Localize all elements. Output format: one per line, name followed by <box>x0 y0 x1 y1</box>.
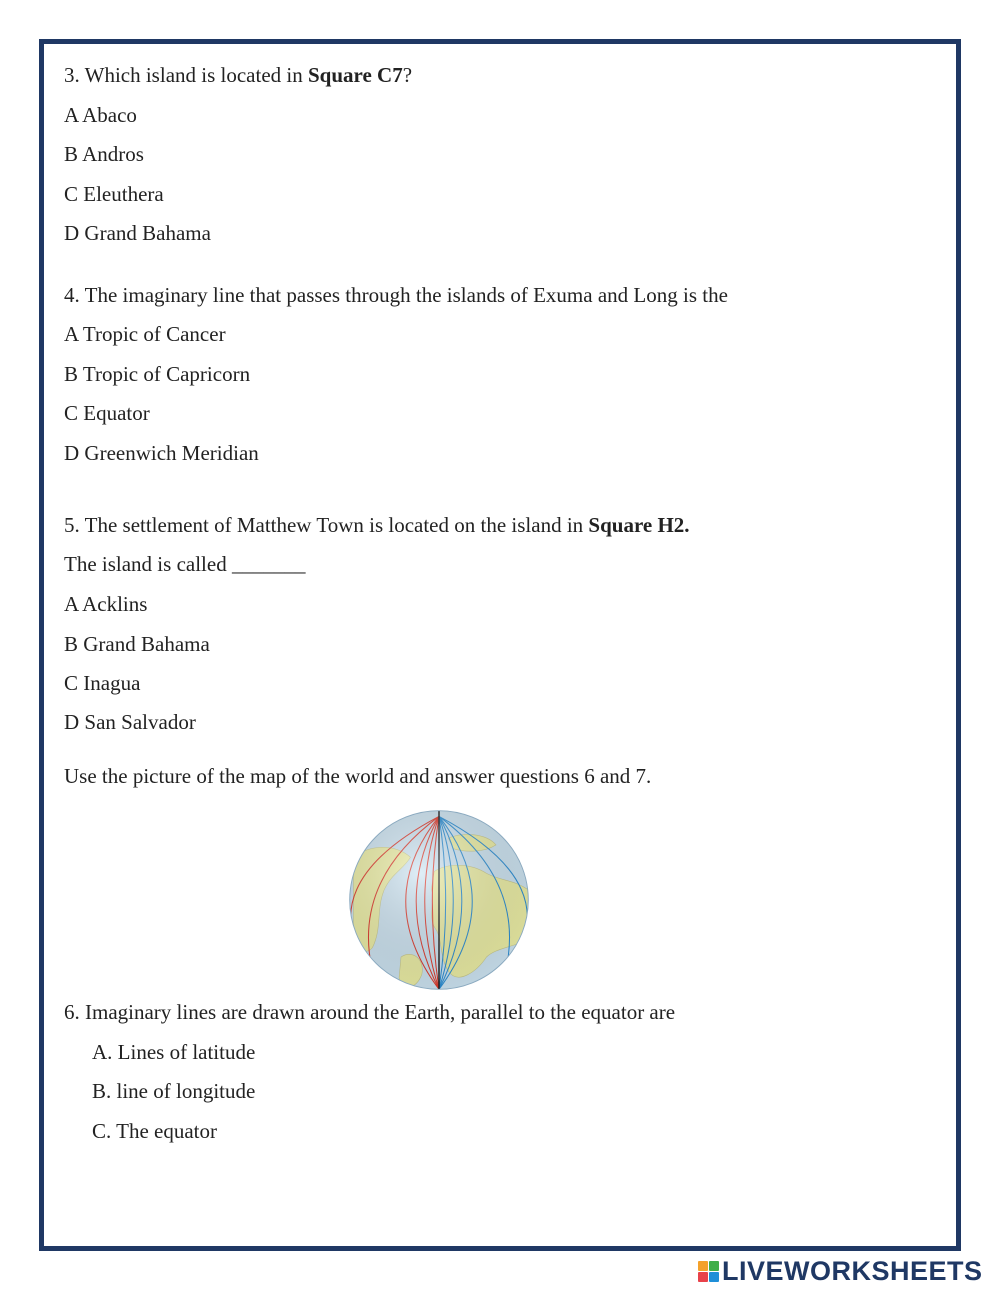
brand-mark-icon <box>698 1261 719 1282</box>
q5-option-b[interactable]: B Grand Bahama <box>64 632 210 656</box>
q3-stem: 3. Which island is located in Square C7? <box>64 63 413 87</box>
q6-stem: 6. Imaginary lines are drawn around the Earth, parallel to the equator are <box>64 1000 676 1024</box>
q5-stem: 5. The settlement of Matthew Town is located on the island in Square H2. <box>64 513 690 537</box>
q4-option-b[interactable]: B Tropic of Capricorn <box>64 362 251 386</box>
q5-option-c[interactable]: C Inagua <box>64 671 141 695</box>
q5-option-a[interactable]: A Acklins <box>64 592 148 616</box>
q5-stem-blank: The island is called _______ <box>64 552 306 576</box>
q6-option-a[interactable]: A. Lines of latitude <box>92 1040 256 1064</box>
q3-option-b[interactable]: B Andros <box>64 142 144 166</box>
q3-option-a[interactable]: A Abaco <box>64 103 137 127</box>
instruction-text: Use the picture of the map of the world and answer questions 6 and 7. <box>64 764 652 788</box>
worksheet-frame <box>39 39 961 1251</box>
q5-option-d[interactable]: D San Salvador <box>64 710 196 734</box>
q6-option-c[interactable]: C. The equator <box>92 1119 217 1143</box>
brand-name: LIVEWORKSHEETS <box>722 1255 983 1286</box>
q3-option-c[interactable]: C Eleuthera <box>64 182 164 206</box>
q4-option-d[interactable]: D Greenwich Meridian <box>64 441 259 465</box>
q3-option-d[interactable]: D Grand Bahama <box>64 221 211 245</box>
q4-option-a[interactable]: A Tropic of Cancer <box>64 322 226 346</box>
q4-option-c[interactable]: C Equator <box>64 401 150 425</box>
q4-stem: 4. The imaginary line that passes through the islands of Exuma and Long is the <box>64 283 728 307</box>
globe-meridians-icon <box>344 805 534 995</box>
q6-option-b[interactable]: B. line of longitude <box>92 1079 256 1103</box>
liveworksheets-logo <box>698 1256 983 1286</box>
